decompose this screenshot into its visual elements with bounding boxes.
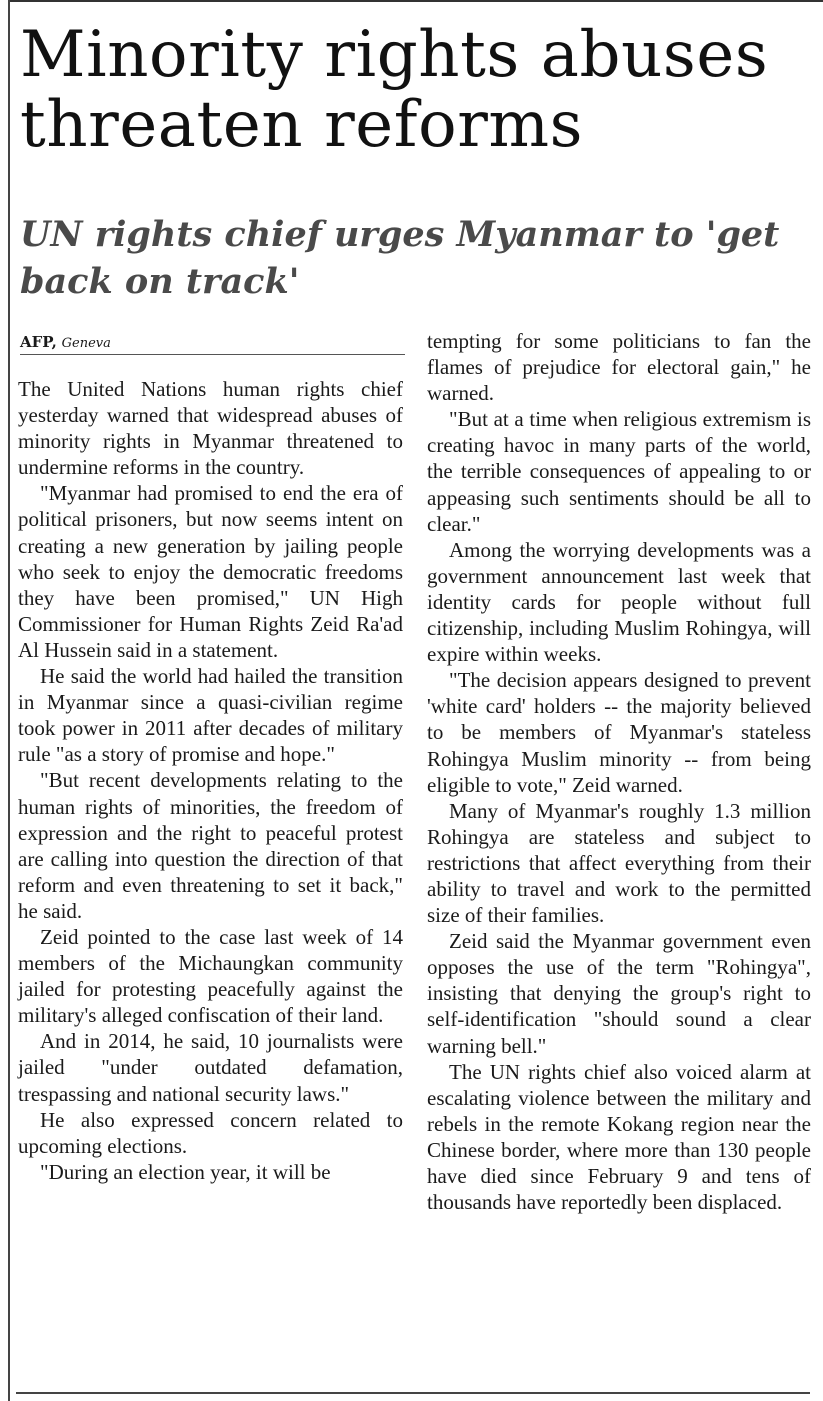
byline bbox=[20, 330, 405, 355]
article-paragraph: Many of Myanmar's roughly 1.3 million Rohingya are stateless and subject to restrictions that affect everything from their ability to travel and work to the permitted size of their families. bbox=[427, 798, 811, 928]
article-paragraph-continued: tempting for some politicians to fan the flames of prejudice for electoral gain," he warned. bbox=[427, 329, 811, 406]
article-paragraph: The UN rights chief also voiced alarm at escalating violence between the military and rebels in the remote Kokang region near the Chinese border, where more than 130 people have died since February 9 and tens of thousands have reportedly been displaced. bbox=[427, 1059, 811, 1215]
bottom-rule bbox=[16, 1392, 810, 1394]
headline: Minority rights abuses threaten reforms bbox=[20, 18, 769, 162]
article-paragraph: "But recent developments relating to the human rights of minorities, the freedom of expression and the right to peaceful protest are calling into question the direction of that reform and even threatening to set it back," he said. bbox=[18, 768, 403, 923]
byline-location: Geneva bbox=[61, 336, 111, 351]
top-rule bbox=[8, 0, 823, 2]
article-paragraph: Zeid said the Myanmar government even opposes the use of the term "Rohingya", insisting that denying the group's right to self-identification "should sound a clear warning bell." bbox=[427, 929, 811, 1058]
article-paragraph: "But at a time when religious extremism is creating havoc in many parts of the world, the terrible consequences of appealing to or appeasing such sentiments should be all to clear." bbox=[427, 407, 811, 536]
article-column-1 bbox=[18, 376, 403, 1185]
article-paragraph: "Myanmar had promised to end the era of political prisoners, but now seems intent on creating a new generation by jailing people who seek to enjoy the democratic freedoms they have been promised," UN High Commissioner for Human Rights Zeid Ra'ad Al Hussein said in a statement. bbox=[18, 481, 403, 662]
subheadline: UN rights chief urges Myanmar to 'get back on track' bbox=[20, 214, 780, 302]
article-paragraph: Zeid pointed to the case last week of 14 members of the Michaungkan community jailed for protesting peacefully against the military's alleged confiscation of their land. bbox=[18, 924, 403, 1028]
byline-agency: AFP, bbox=[20, 333, 57, 351]
article-paragraph: The United Nations human rights chief yesterday warned that widespread abuses of minority rights in Myanmar threatened to undermine reforms in the country. bbox=[18, 377, 403, 480]
article-column-2 bbox=[427, 328, 811, 1215]
left-rule bbox=[8, 0, 10, 1401]
article-paragraph: Among the worrying developments was a government announcement last week that identity cards for people without full citizenship, including Muslim Rohingya, will expire within weeks. bbox=[427, 537, 811, 667]
article-paragraph: He also expressed concern related to upcoming elections. bbox=[18, 1107, 403, 1158]
article-paragraph: And in 2014, he said, 10 journalists were jailed "under outdated defamation, trespassing and national security laws." bbox=[18, 1029, 403, 1106]
article-paragraph: He said the world had hailed the transition in Myanmar since a quasi-civilian regime took power in 2011 after decades of military rule "as a story of promise and hope." bbox=[18, 664, 403, 767]
article-paragraph: "The decision appears designed to prevent 'white card' holders -- the majority believed to be members of Myanmar's stateless Rohingya Muslim minority -- from being eligible to vote," Zeid warned. bbox=[427, 668, 811, 797]
article-paragraph: "During an election year, it will be bbox=[40, 1159, 331, 1184]
